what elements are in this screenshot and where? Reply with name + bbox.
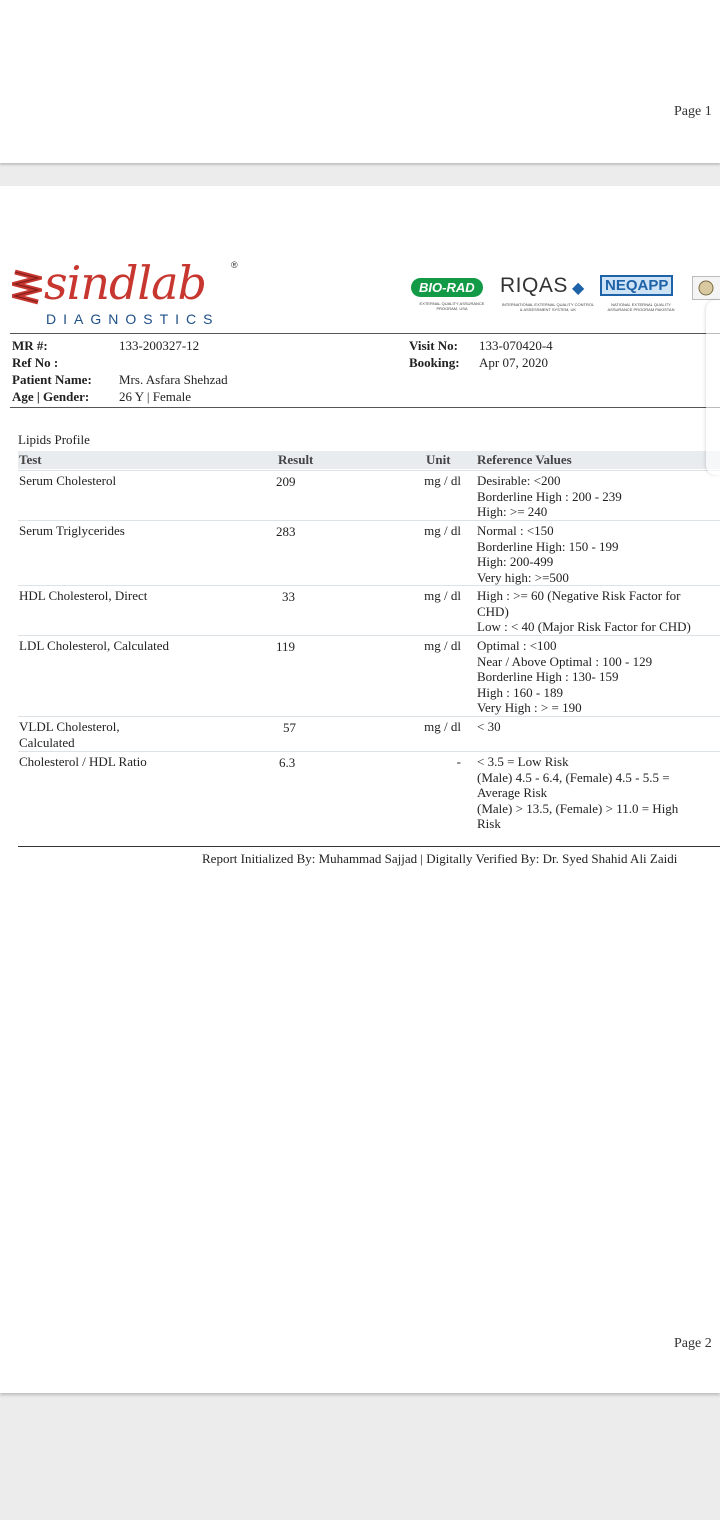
reference-values: High : >= 60 (Negative Risk Factor for CHD) Low : < 40 (Major Risk Factor for CHD) bbox=[477, 588, 691, 634]
previous-page bbox=[0, 0, 720, 163]
test-name: Serum Triglycerides bbox=[19, 523, 125, 538]
header-test: Test bbox=[19, 452, 42, 467]
test-result: 33 bbox=[282, 589, 295, 604]
table-header bbox=[18, 451, 720, 469]
biorad-logo bbox=[411, 279, 485, 311]
test-result: 6.3 bbox=[279, 755, 296, 770]
riqas-globe-icon: ◆ bbox=[572, 280, 585, 297]
patient-name-value: Mrs. Asfara Shehzad bbox=[119, 372, 228, 387]
mr-label: MR #: bbox=[12, 338, 48, 353]
registered-mark: ® bbox=[231, 260, 238, 270]
neqapp-caption: NATIONAL EXTERNAL QUALITY ASSURANCE PROGRAM PAKISTAN bbox=[607, 302, 675, 312]
test-unit: mg / dl bbox=[424, 588, 461, 603]
header-result: Result bbox=[278, 452, 314, 467]
logo-wordmark: sindlab bbox=[44, 256, 206, 310]
test-result: 283 bbox=[276, 524, 296, 539]
test-result: 209 bbox=[276, 474, 296, 489]
reference-values: < 30 bbox=[477, 719, 501, 734]
report-page bbox=[0, 186, 720, 1393]
booking-value: Apr 07, 2020 bbox=[479, 355, 548, 370]
reference-values: Optimal : <100 Near / Above Optimal : 100 - 129 Borderline High : 130- 159 High : 160 - 189 Very High : > = 190 bbox=[477, 638, 653, 715]
partial-seal-icon bbox=[692, 276, 720, 300]
table-row bbox=[18, 585, 720, 636]
test-name: VLDL Cholesterol, Calculated bbox=[19, 719, 120, 750]
test-unit: mg / dl bbox=[424, 523, 461, 538]
neqapp-logo bbox=[600, 277, 675, 312]
patient-name-label: Patient Name: bbox=[12, 372, 92, 387]
test-name: Serum Cholesterol bbox=[19, 473, 117, 488]
table-row bbox=[18, 635, 720, 717]
patient-divider bbox=[10, 407, 720, 408]
booking-label: Booking: bbox=[409, 355, 460, 370]
neqapp-label: NEQAPP bbox=[600, 275, 673, 296]
test-name: HDL Cholesterol, Direct bbox=[19, 588, 148, 603]
riqas-label: RIQAS bbox=[500, 274, 568, 297]
table-row bbox=[18, 470, 720, 521]
test-unit: mg / dl bbox=[424, 473, 461, 488]
reference-values: Normal : <150 Borderline High: 150 - 199 High: 200-499 Very high: >=500 bbox=[477, 523, 619, 585]
page-number-bottom: Page 2 bbox=[674, 1336, 712, 1351]
dna-helix-icon bbox=[12, 268, 42, 308]
test-unit: mg / dl bbox=[424, 719, 461, 734]
header-unit: Unit bbox=[426, 452, 451, 467]
riqas-caption: INTERNATIONAL EXTERNAL QUALITY CONTROL & ASSESSMENT SYSTEM, UK bbox=[501, 302, 595, 312]
test-unit: - bbox=[456, 754, 461, 769]
age-gender-label: Age | Gender: bbox=[12, 389, 90, 404]
table-row bbox=[18, 520, 720, 586]
biorad-caption: EXTERNAL QUALITY ASSURANCE PROGRAM, USA bbox=[419, 301, 485, 311]
table-row bbox=[18, 751, 720, 834]
reference-values: < 3.5 = Low Risk (Male) 4.5 - 6.4, (Female) 4.5 - 5.5 = Average Risk (Male) > 13.5, (Female) > 11.0 = High Risk bbox=[477, 754, 679, 831]
biorad-label: BIO-RAD bbox=[411, 278, 483, 297]
visit-value: 133-070420-4 bbox=[479, 338, 553, 353]
section-title: Lipids Profile bbox=[18, 432, 90, 447]
page-number-top: Page 1 bbox=[674, 104, 712, 119]
test-name: Cholesterol / HDL Ratio bbox=[19, 754, 147, 769]
table-row bbox=[18, 716, 720, 752]
reference-values: Desirable: <200 Borderline High : 200 - 239 High: >= 240 bbox=[477, 473, 622, 519]
riqas-logo bbox=[500, 274, 595, 312]
test-result: 57 bbox=[283, 720, 296, 735]
mr-value: 133-200327-12 bbox=[119, 338, 200, 353]
header-reference: Reference Values bbox=[477, 452, 572, 467]
scroll-handle[interactable] bbox=[706, 300, 720, 475]
test-unit: mg / dl bbox=[424, 638, 461, 653]
footer-divider bbox=[18, 846, 720, 847]
logo-subtitle: DIAGNOSTICS bbox=[46, 311, 220, 327]
report-footer: Report Initialized By: Muhammad Sajjad | Digitally Verified By: Dr. Syed Shahid Ali Zaidi bbox=[202, 851, 678, 866]
test-result: 119 bbox=[276, 639, 296, 654]
test-name: LDL Cholesterol, Calculated bbox=[19, 638, 170, 653]
visit-label: Visit No: bbox=[409, 338, 458, 353]
ref-label: Ref No : bbox=[12, 355, 59, 370]
header-divider bbox=[10, 333, 720, 334]
age-gender-value: 26 Y | Female bbox=[119, 389, 192, 404]
